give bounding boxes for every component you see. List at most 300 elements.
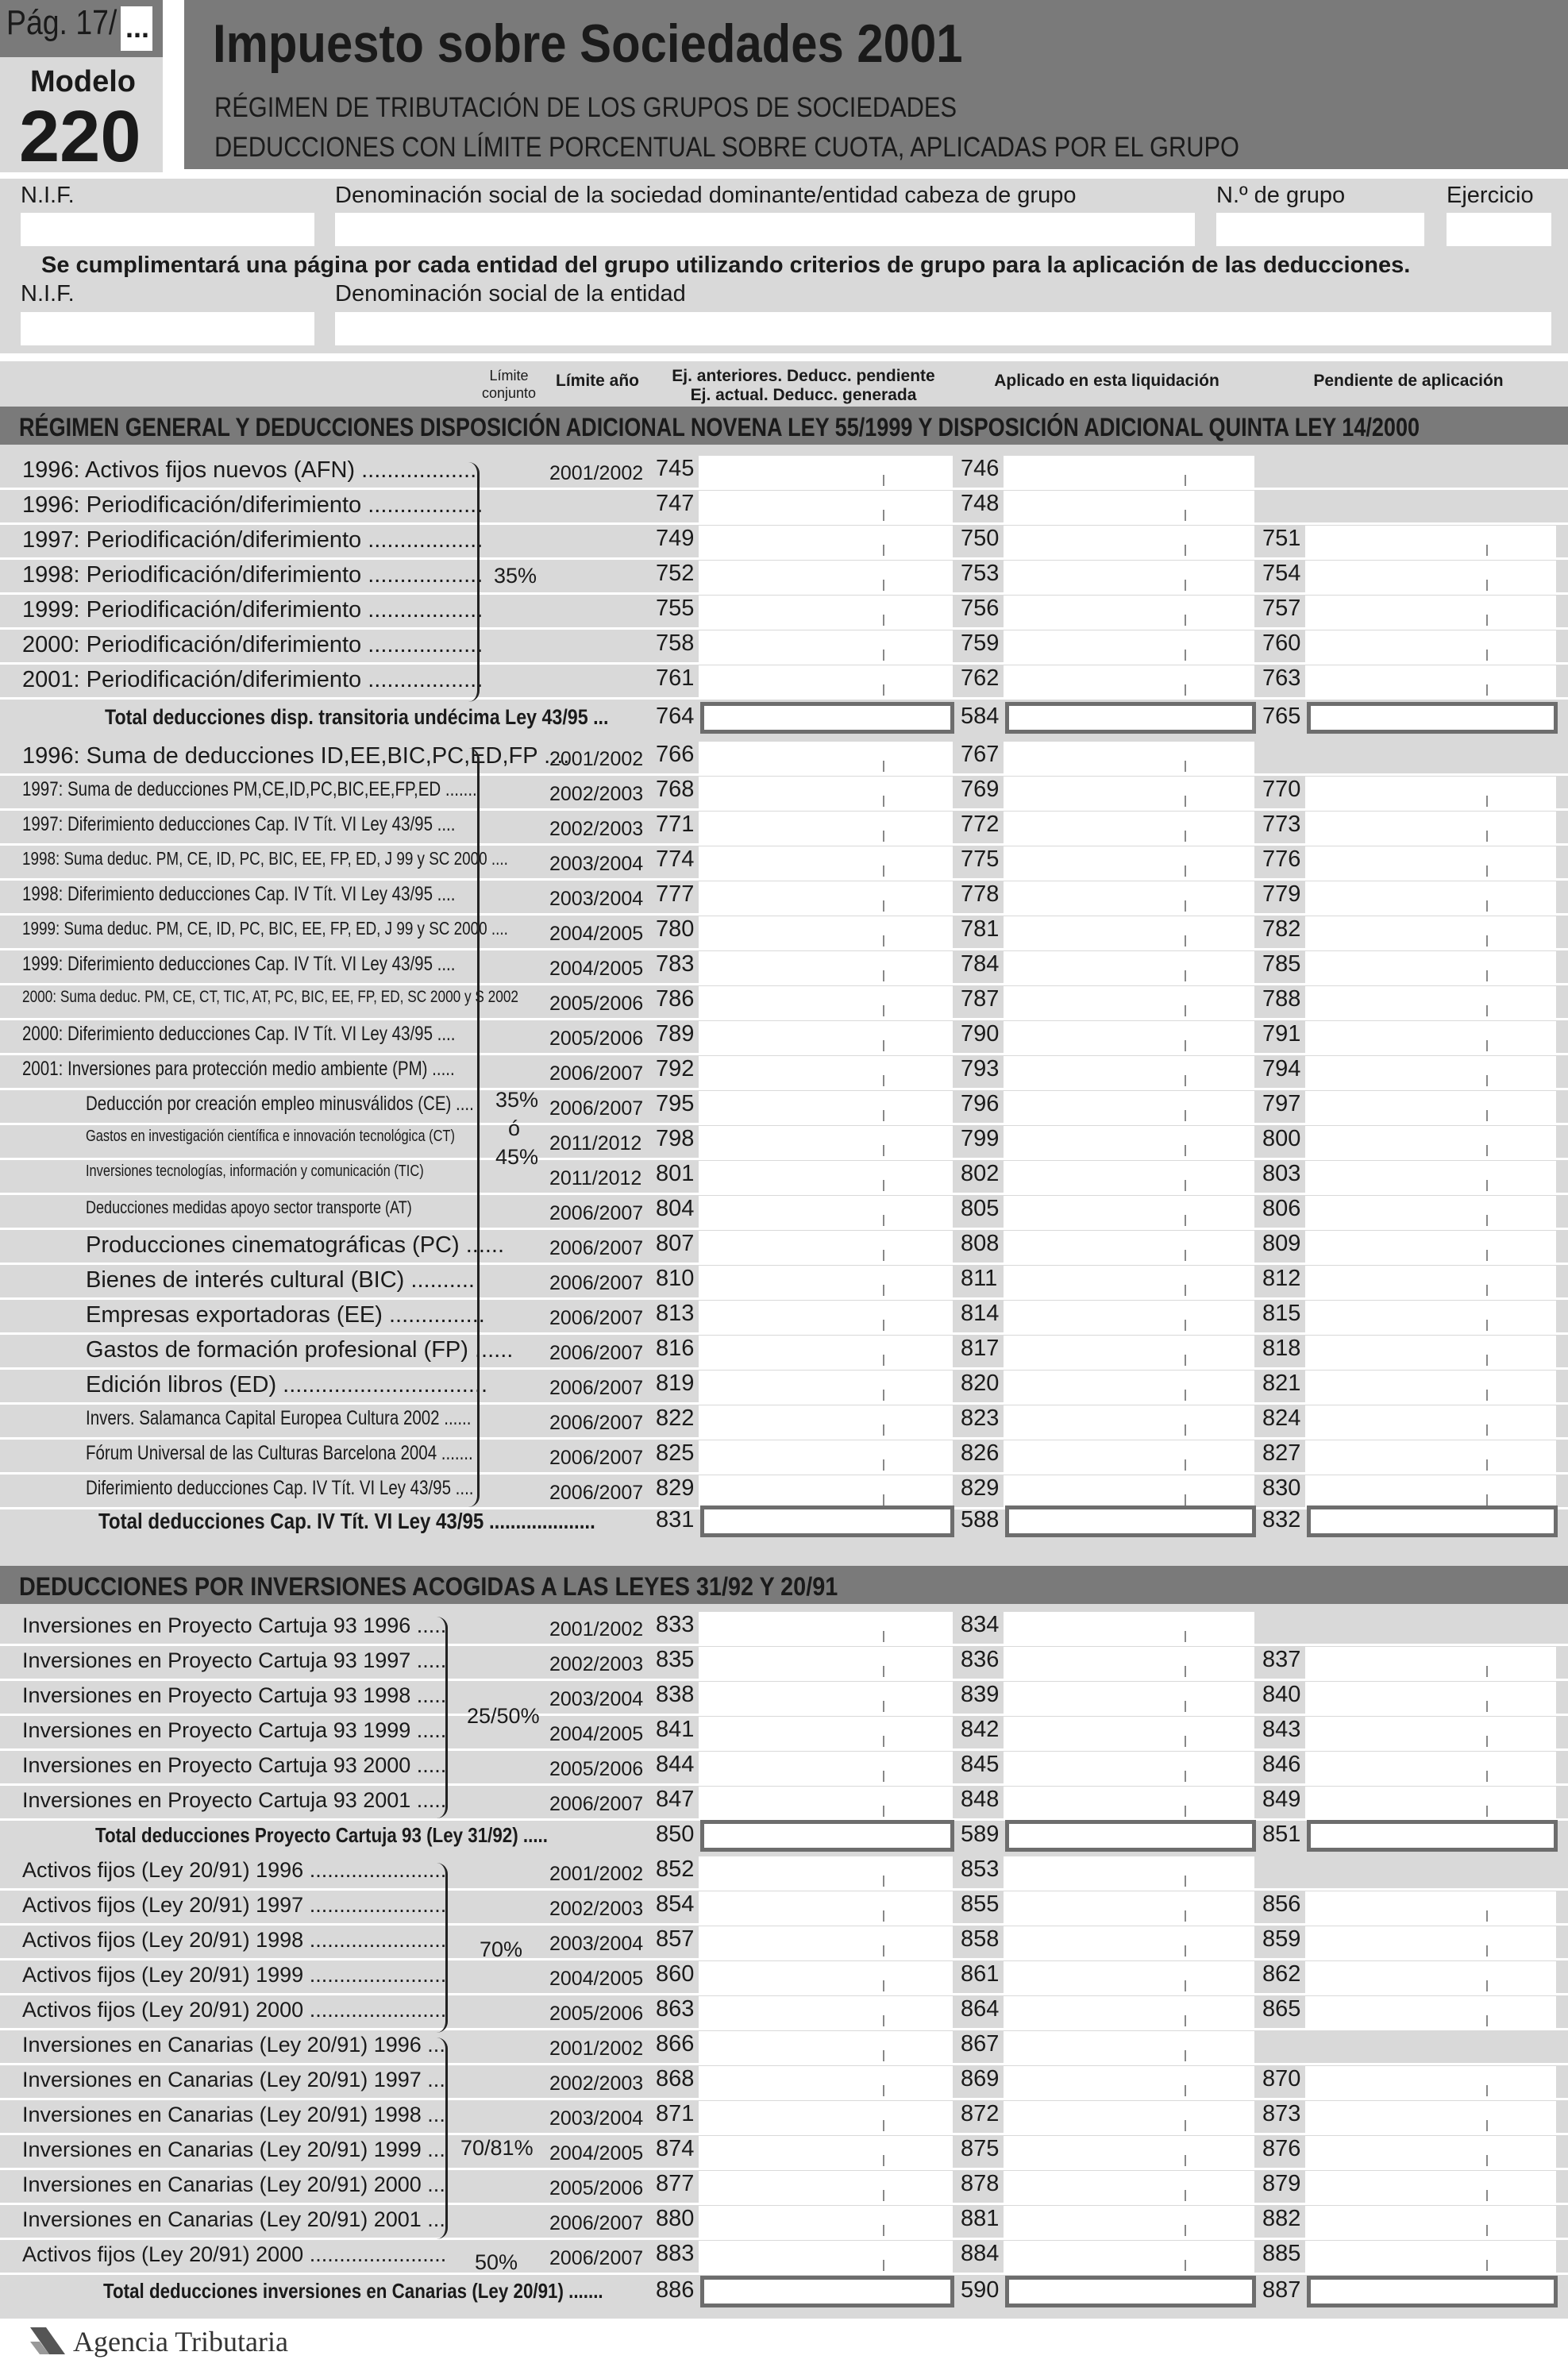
row-divider — [0, 1018, 1568, 1020]
amount-input[interactable] — [1004, 1891, 1254, 1923]
amount-input[interactable] — [1004, 846, 1254, 878]
row-label: Inversiones tecnologías, información y comunicación (TIC) — [86, 1162, 424, 1180]
row-year-limit: 2005/2006 — [549, 993, 644, 1015]
row-label: 2000: Diferimiento deducciones Cap. IV Tít. VI Ley 43/95 .... — [22, 1023, 456, 1045]
total-label: Total deducciones inversiones en Canarias (Ley 20/91) ....... — [103, 2279, 603, 2303]
amount-input[interactable] — [1004, 526, 1254, 557]
amount-input[interactable] — [1305, 665, 1556, 697]
box-code: 874 — [656, 2136, 695, 2161]
amount-input[interactable] — [699, 1612, 953, 1644]
amount-input[interactable] — [699, 1091, 953, 1123]
amount-input[interactable] — [699, 1301, 953, 1332]
amount-input[interactable] — [1004, 1612, 1254, 1644]
row-divider — [0, 983, 1568, 985]
total-code: 584 — [961, 704, 1000, 729]
amount-input[interactable] — [699, 1056, 953, 1088]
decimal-mark — [1486, 1320, 1488, 1331]
amount-input[interactable] — [699, 1231, 953, 1263]
row-divider — [0, 2203, 1568, 2205]
row-year-limit: 2003/2004 — [549, 2107, 644, 2130]
box-code: 875 — [961, 2136, 1000, 2161]
amount-input[interactable] — [699, 2066, 953, 2098]
amount-input[interactable] — [1004, 1996, 1254, 2028]
amount-input[interactable] — [1305, 2101, 1556, 2133]
amount-input[interactable] — [1305, 1996, 1556, 2028]
amount-input[interactable] — [699, 1336, 953, 1367]
box-code: 770 — [1262, 777, 1301, 802]
amount-input[interactable] — [699, 1961, 953, 1993]
total-input[interactable] — [1307, 1505, 1558, 1537]
row-divider — [0, 1644, 1568, 1646]
amount-input[interactable] — [699, 1996, 953, 2028]
amount-input[interactable] — [699, 561, 953, 592]
row-year-limit: 2006/2007 — [549, 1377, 644, 1399]
row-year-limit: 2004/2005 — [549, 1723, 644, 1745]
amount-input[interactable] — [1004, 596, 1254, 627]
row-divider — [0, 662, 1568, 665]
amount-input[interactable] — [1305, 1056, 1556, 1088]
nif-entidad-input[interactable] — [21, 312, 314, 345]
total-input[interactable] — [1307, 702, 1558, 734]
box-code: 814 — [961, 1301, 1000, 1326]
decimal-mark — [883, 684, 884, 696]
total-input[interactable] — [1307, 1820, 1558, 1852]
decimal-mark — [883, 1250, 884, 1261]
amount-input[interactable] — [699, 1475, 953, 1507]
amount-input[interactable] — [1004, 1787, 1254, 1818]
modelo-label: Modelo — [30, 65, 136, 98]
row-divider — [0, 1158, 1568, 1160]
amount-input[interactable] — [1305, 2066, 1556, 2098]
box-code: 819 — [656, 1371, 695, 1396]
denominacion-dominante-input[interactable] — [335, 213, 1195, 246]
box-code: 776 — [1262, 846, 1301, 872]
amount-input[interactable] — [1305, 2171, 1556, 2203]
amount-input[interactable] — [1305, 1196, 1556, 1228]
amount-input[interactable] — [1305, 630, 1556, 662]
amount-input[interactable] — [1305, 1021, 1556, 1053]
group-bracket — [437, 1863, 448, 2033]
amount-input[interactable] — [699, 1161, 953, 1193]
decimal-mark — [1486, 1701, 1488, 1712]
total-input[interactable] — [700, 702, 954, 734]
amount-input[interactable] — [1305, 2206, 1556, 2238]
amount-input[interactable] — [699, 916, 953, 948]
decimal-mark — [883, 1005, 884, 1016]
box-code: 769 — [961, 777, 1000, 802]
row-label: Inversiones en Canarias (Ley 20/91) 1996 ... — [22, 2033, 445, 2057]
amount-input[interactable] — [699, 1856, 953, 1888]
decimal-mark — [883, 1320, 884, 1331]
total-input[interactable] — [1005, 1820, 1256, 1852]
amount-input[interactable] — [1004, 1301, 1254, 1332]
ejercicio-input[interactable] — [1447, 213, 1551, 246]
amount-input[interactable] — [1305, 812, 1556, 843]
box-code: 807 — [656, 1231, 695, 1256]
box-code: 808 — [961, 1231, 1000, 1256]
decimal-mark — [1486, 866, 1488, 877]
amount-input[interactable] — [699, 1440, 953, 1472]
box-code: 872 — [961, 2101, 1000, 2126]
amount-input[interactable] — [1004, 986, 1254, 1018]
amount-input[interactable] — [1004, 1196, 1254, 1228]
decimal-mark — [883, 1425, 884, 1436]
row-divider — [0, 1297, 1568, 1300]
amount-input[interactable] — [1305, 2241, 1556, 2273]
row-year-limit: 2006/2007 — [549, 1793, 644, 1815]
decimal-mark — [1185, 2155, 1186, 2166]
box-code: 882 — [1262, 2206, 1301, 2231]
amount-input[interactable] — [699, 777, 953, 808]
decimal-mark — [1185, 1285, 1186, 1296]
decimal-mark — [1486, 1980, 1488, 1991]
amount-input[interactable] — [699, 456, 953, 488]
row-label: 1998: Diferimiento deducciones Cap. IV Tít. VI Ley 43/95 .... — [22, 883, 456, 905]
amount-input[interactable] — [1004, 777, 1254, 808]
amount-input[interactable] — [1305, 1371, 1556, 1402]
amount-input[interactable] — [1305, 1717, 1556, 1748]
amount-input[interactable] — [1004, 1021, 1254, 1053]
amount-input[interactable] — [699, 2206, 953, 2238]
box-code: 779 — [1262, 881, 1301, 907]
row-label: Inversiones en Proyecto Cartuja 93 1997 ..... — [22, 1648, 447, 1672]
amount-input[interactable] — [1004, 665, 1254, 697]
box-code: 756 — [961, 596, 1000, 621]
row-year-limit: 2006/2007 — [549, 1237, 644, 1259]
decimal-mark — [883, 1494, 884, 1505]
amount-input[interactable] — [699, 2136, 953, 2168]
row-label: 1998: Suma deduc. PM, CE, ID, PC, BIC, EE, FP, ED, J 99 y SC 2000 .... — [22, 848, 508, 869]
amount-input[interactable] — [1305, 1266, 1556, 1297]
amount-input[interactable] — [1305, 1440, 1556, 1472]
total-input[interactable] — [1307, 2276, 1558, 2307]
row-divider — [0, 948, 1568, 950]
amount-input[interactable] — [1305, 1891, 1556, 1923]
box-code: 884 — [961, 2241, 1000, 2266]
amount-input[interactable] — [1004, 2171, 1254, 2203]
decimal-mark — [1185, 1180, 1186, 1191]
row-label: Activos fijos (Ley 20/91) 2000 ....................... — [22, 2242, 447, 2266]
row-divider — [0, 843, 1568, 846]
amount-input[interactable] — [1004, 1440, 1254, 1472]
amount-input[interactable] — [699, 742, 953, 773]
col-header-ej-anteriores-line1: Ej. anteriores. Deducc. pendiente — [672, 367, 935, 385]
total-input[interactable] — [1005, 702, 1256, 734]
amount-input[interactable] — [1305, 1752, 1556, 1783]
amount-input[interactable] — [1004, 1961, 1254, 1993]
amount-input[interactable] — [699, 2031, 953, 2063]
decimal-mark — [1486, 1390, 1488, 1401]
box-code: 841 — [656, 1717, 695, 1742]
box-code: 789 — [656, 1021, 695, 1047]
box-code: 816 — [656, 1336, 695, 1361]
box-code: 840 — [1262, 1682, 1301, 1707]
row-divider — [0, 488, 1568, 490]
box-code: 785 — [1262, 951, 1301, 977]
row-label: 2001: Inversiones para protección medio ambiente (PM) ..... — [22, 1058, 455, 1080]
box-code: 796 — [961, 1091, 1000, 1116]
amount-input[interactable] — [1004, 561, 1254, 592]
box-code: 824 — [1262, 1405, 1301, 1431]
amount-input[interactable] — [1004, 881, 1254, 913]
amount-input[interactable] — [1004, 491, 1254, 522]
amount-input[interactable] — [699, 1405, 953, 1437]
row-year-limit: 2006/2007 — [549, 2212, 644, 2234]
total-input[interactable] — [700, 1820, 954, 1852]
decimal-mark — [1486, 1910, 1488, 1922]
amount-input[interactable] — [1004, 2136, 1254, 2168]
amount-input[interactable] — [1004, 630, 1254, 662]
amount-input[interactable] — [699, 630, 953, 662]
row-label: 1997: Suma de deducciones PM,CE,ID,PC,BIC,EE,FP,ED ....... — [22, 778, 477, 800]
decimal-mark — [1185, 1355, 1186, 1366]
amount-input[interactable] — [1305, 916, 1556, 948]
amount-input[interactable] — [1004, 1056, 1254, 1088]
row-divider — [0, 1993, 1568, 1995]
amount-input[interactable] — [1004, 1752, 1254, 1783]
amount-input[interactable] — [699, 1891, 953, 1923]
box-code: 745 — [656, 456, 695, 481]
box-code: 836 — [961, 1647, 1000, 1672]
box-code: 797 — [1262, 1091, 1301, 1116]
amount-input[interactable] — [1305, 846, 1556, 878]
box-code: 880 — [656, 2206, 695, 2231]
amount-input[interactable] — [699, 1196, 953, 1228]
row-divider — [0, 1714, 1568, 1716]
row-label: Inversiones en Canarias (Ley 20/91) 1998 ... — [22, 2103, 445, 2126]
row-divider — [0, 1367, 1568, 1370]
amount-input[interactable] — [1305, 561, 1556, 592]
box-code: 762 — [961, 665, 1000, 691]
amount-input[interactable] — [1004, 1926, 1254, 1958]
amount-input[interactable] — [1004, 2066, 1254, 2098]
amount-input[interactable] — [699, 2241, 953, 2273]
amount-input[interactable] — [1305, 1161, 1556, 1193]
decimal-mark — [1185, 1980, 1186, 1991]
row-label: Fórum Universal de las Culturas Barcelona 2004 ....... — [86, 1442, 473, 1464]
decimal-mark — [883, 1701, 884, 1712]
amount-input[interactable] — [699, 1126, 953, 1158]
row-divider — [0, 2028, 1568, 2030]
amount-input[interactable] — [1305, 986, 1556, 1018]
amount-input[interactable] — [1004, 1126, 1254, 1158]
amount-input[interactable] — [1305, 1926, 1556, 1958]
amount-input[interactable] — [1004, 812, 1254, 843]
total-input[interactable] — [700, 2276, 954, 2307]
amount-input[interactable] — [1305, 2136, 1556, 2168]
decimal-mark — [1185, 2190, 1186, 2201]
decimal-mark — [883, 1180, 884, 1191]
box-code: 825 — [656, 1440, 695, 1466]
amount-input[interactable] — [1004, 1161, 1254, 1193]
row-year-limit: 2006/2007 — [549, 1272, 644, 1294]
amount-input[interactable] — [699, 1926, 953, 1958]
row-label: Deducción por creación empleo minusválidos (CE) .... — [86, 1093, 474, 1115]
row-label: 1996: Periodificación/diferimiento .................. — [22, 492, 483, 518]
amount-input[interactable] — [1004, 742, 1254, 773]
decimal-mark — [1185, 866, 1186, 877]
row-label: Inversiones en Canarias (Ley 20/91) 1997 ... — [22, 2068, 445, 2091]
box-code: 847 — [656, 1787, 695, 1812]
amount-input[interactable] — [1305, 1091, 1556, 1123]
decimal-mark — [883, 615, 884, 626]
amount-input[interactable] — [1305, 1405, 1556, 1437]
row-year-limit: 2004/2005 — [549, 2142, 644, 2165]
amount-input[interactable] — [699, 2171, 953, 2203]
amount-input[interactable] — [699, 1682, 953, 1714]
amount-input[interactable] — [1004, 2206, 1254, 2238]
box-code: 749 — [656, 526, 695, 551]
group-limit-pct: 35% — [494, 564, 537, 588]
amount-input[interactable] — [1004, 2241, 1254, 2273]
decimal-mark — [1486, 2155, 1488, 2166]
decimal-mark — [1486, 2015, 1488, 2026]
total-input[interactable] — [1005, 1505, 1256, 1537]
amount-input[interactable] — [1305, 1961, 1556, 1993]
amount-input[interactable] — [1305, 526, 1556, 557]
total-input[interactable] — [1005, 2276, 1256, 2307]
decimal-mark — [883, 1771, 884, 1782]
total-code: 886 — [656, 2277, 695, 2303]
row-label: 1996: Activos fijos nuevos (AFN) .................. — [22, 457, 477, 483]
amount-input[interactable] — [1004, 1336, 1254, 1367]
amount-input[interactable] — [1305, 1231, 1556, 1263]
amount-input[interactable] — [699, 1371, 953, 1402]
decimal-mark — [1185, 1876, 1186, 1887]
amount-input[interactable] — [1004, 1231, 1254, 1263]
box-code: 823 — [961, 1405, 1000, 1431]
amount-input[interactable] — [1305, 596, 1556, 627]
row-divider — [0, 2133, 1568, 2135]
denominacion-entidad-input[interactable] — [335, 312, 1551, 345]
amount-input[interactable] — [1305, 1682, 1556, 1714]
denominacion-entidad-label: Denominación social de la entidad — [335, 281, 686, 306]
amount-input[interactable] — [699, 491, 953, 522]
decimal-mark — [1185, 1110, 1186, 1121]
amount-input[interactable] — [1305, 1301, 1556, 1332]
amount-input[interactable] — [1305, 1475, 1556, 1507]
decimal-mark — [1486, 935, 1488, 946]
amount-input[interactable] — [699, 951, 953, 983]
amount-input[interactable] — [699, 526, 953, 557]
amount-input[interactable] — [1004, 1682, 1254, 1714]
amount-input[interactable] — [699, 1787, 953, 1818]
box-code: 804 — [656, 1196, 695, 1221]
amount-input[interactable] — [699, 812, 953, 843]
decimal-mark — [1185, 1145, 1186, 1156]
amount-input[interactable] — [699, 1647, 953, 1679]
decimal-mark — [1185, 1425, 1186, 1436]
amount-input[interactable] — [1004, 951, 1254, 983]
amount-input[interactable] — [1305, 1126, 1556, 1158]
row-label: Activos fijos (Ley 20/91) 1999 ....................... — [22, 1963, 447, 1987]
box-code: 768 — [656, 777, 695, 802]
decimal-mark — [1486, 1215, 1488, 1226]
amount-input[interactable] — [1004, 1405, 1254, 1437]
box-code: 835 — [656, 1647, 695, 1672]
amount-input[interactable] — [699, 846, 953, 878]
row-divider — [0, 1263, 1568, 1265]
decimal-mark — [883, 900, 884, 912]
num-grupo-input[interactable] — [1216, 213, 1424, 246]
amount-input[interactable] — [1004, 1266, 1254, 1297]
amount-input[interactable] — [1305, 1787, 1556, 1818]
amount-input[interactable] — [1004, 2101, 1254, 2133]
box-code: 833 — [656, 1612, 695, 1637]
row-label: Producciones cinematográficas (PC) ...... — [86, 1232, 505, 1258]
amount-input[interactable] — [699, 596, 953, 627]
box-code: 844 — [656, 1752, 695, 1777]
amount-input[interactable] — [1004, 1856, 1254, 1888]
amount-input[interactable] — [1305, 1647, 1556, 1679]
total-input[interactable] — [700, 1505, 954, 1537]
nif-label: N.I.F. — [21, 183, 75, 208]
decimal-mark — [1185, 510, 1186, 521]
amount-input[interactable] — [699, 881, 953, 913]
row-year-limit: 2011/2012 — [549, 1167, 642, 1189]
amount-input[interactable] — [1305, 951, 1556, 983]
amount-input[interactable] — [699, 2101, 953, 2133]
amount-input[interactable] — [1004, 1475, 1254, 1507]
decimal-mark — [1185, 1215, 1186, 1226]
amount-input[interactable] — [1004, 456, 1254, 488]
row-year-limit: 2005/2006 — [549, 2177, 644, 2199]
amount-input[interactable] — [1004, 1371, 1254, 1402]
decimal-mark — [1185, 580, 1186, 591]
row-divider — [0, 1888, 1568, 1891]
box-code: 862 — [1262, 1961, 1301, 1987]
amount-input[interactable] — [699, 1717, 953, 1748]
row-label: Bienes de interés cultural (BIC) .......... — [86, 1267, 475, 1293]
amount-input[interactable] — [1004, 2031, 1254, 2063]
amount-input[interactable] — [699, 1266, 953, 1297]
decimal-mark — [1486, 1494, 1488, 1505]
row-divider — [0, 2238, 1568, 2240]
amount-input[interactable] — [1004, 916, 1254, 948]
amount-input[interactable] — [699, 986, 953, 1018]
amount-input[interactable] — [1004, 1091, 1254, 1123]
decimal-mark — [1185, 1040, 1186, 1051]
nif-input[interactable] — [21, 213, 314, 246]
amount-input[interactable] — [699, 1021, 953, 1053]
decimal-mark — [883, 1075, 884, 1086]
amount-input[interactable] — [699, 665, 953, 697]
decimal-mark — [1486, 1736, 1488, 1747]
box-code: 822 — [656, 1405, 695, 1431]
amount-input[interactable] — [1305, 777, 1556, 808]
amount-input[interactable] — [1305, 881, 1556, 913]
box-code: 750 — [961, 526, 1000, 551]
group-limit-pct: 50% — [475, 2250, 518, 2274]
amount-input[interactable] — [1004, 1647, 1254, 1679]
decimal-mark — [1486, 2260, 1488, 2271]
box-code: 787 — [961, 986, 1000, 1012]
row-divider — [0, 1437, 1568, 1440]
box-code: 801 — [656, 1161, 695, 1186]
group-bracket — [437, 1617, 448, 1818]
decimal-mark — [1185, 831, 1186, 842]
amount-input[interactable] — [1305, 1336, 1556, 1367]
decimal-mark — [883, 831, 884, 842]
amount-input[interactable] — [1004, 1717, 1254, 1748]
decimal-mark — [1185, 1631, 1186, 1642]
decimal-mark — [1185, 2120, 1186, 2131]
decimal-mark — [883, 1806, 884, 1817]
group-limit-pct-alt: 45% — [495, 1145, 539, 1169]
amount-input[interactable] — [699, 1752, 953, 1783]
row-divider — [0, 808, 1568, 811]
row-label: 2000: Suma deduc. PM, CE, CT, TIC, AT, PC, BIC, EE, FP, ED, SC 2000 y S 2002 — [22, 988, 518, 1006]
